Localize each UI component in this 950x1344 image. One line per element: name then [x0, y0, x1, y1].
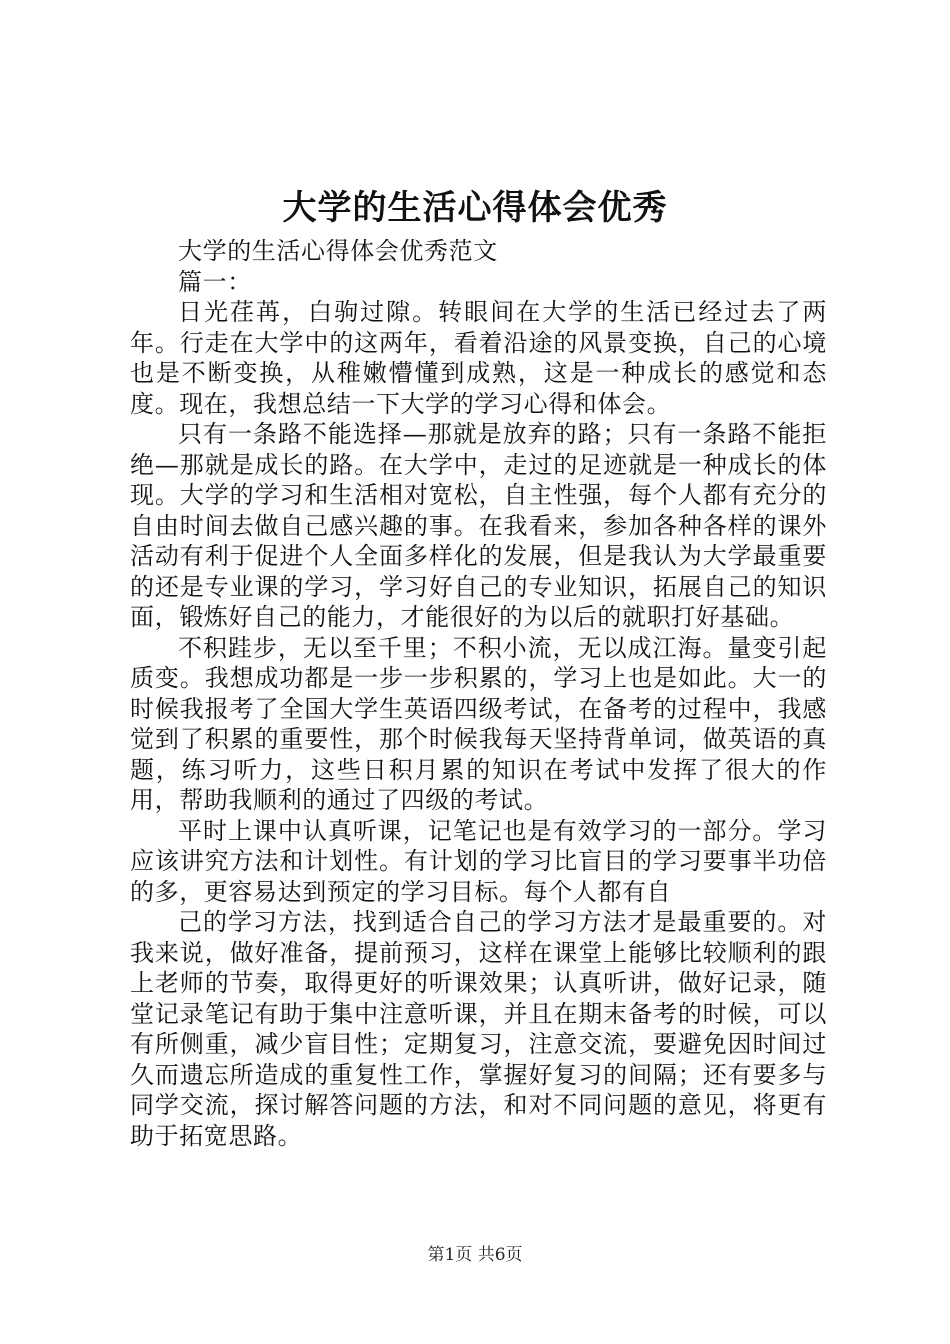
section-label-paragraph: 篇一： [178, 267, 252, 296]
page-footer: 第1页 共6页 [427, 1245, 523, 1265]
body-paragraph: 日光荏苒，白驹过隙。转眼间在大学的生活已经过去了两年。行走在大学中的这两年，看着沿途的风景变换，自己的心境也是不断变换，从稚嫩懵懂到成熟，这是一种成长的感觉和态度。现在，我想总结一下大学的学习心得和体会。 [130, 298, 827, 418]
document-body [130, 236, 827, 1151]
body-paragraph: 平时上课中认真听课，记笔记也是有效学习的一部分。学习应该讲究方法和计划性。有计划的学习比盲目的学习要事半功倍的多，更容易达到预定的学习目标。每个人都有自 [130, 816, 827, 906]
body-paragraph: 只有一条路不能选择—那就是放弃的路；只有一条路不能拒绝—那就是成长的路。在大学中，走过的足迹就是一种成长的体现。大学的学习和生活相对宽松，自主性强，每个人都有充分的自由时间去做自己感兴趣的事。在我看来，参加各种各样的课外活动有利于促进个人全面多样化的发展，但是我认为大学最重要的还是专业课的学习，学习好自己的专业知识，拓展自己的知识面，锻炼好自己的能力，才能很好的为以后的就职打好基础。 [130, 420, 827, 631]
document-title: 大学的生活心得体会优秀 [282, 188, 668, 228]
body-paragraph: 己的学习方法，找到适合自己的学习方法才是最重要的。对我来说，做好准备，提前预习，这样在课堂上能够比较顺利的跟上老师的节奏，取得更好的听课效果；认真听讲，做好记录，随堂记录笔记有助于集中注意听课，并且在期末备考的时候，可以有所侧重，减少盲目性；定期复习，注意交流，要避免因时间过久而遗忘所造成的重复性工作，掌握好复习的间隔；还有要多与同学交流，探讨解答问题的方法，和对不同问题的意见，将更有助于拓宽思路。 [130, 908, 827, 1150]
subtitle-paragraph: 大学的生活心得体会优秀范文 [178, 237, 498, 265]
body-paragraph: 不积跬步，无以至千里；不积小流，无以成江海。量变引起质变。我想成功都是一步一步积累的，学习上也是如此。大一的时候我报考了全国大学生英语四级考试，在备考的过程中，我感觉到了积累的重要性，那个时候我每天坚持背单词，做英语的真题，练习听力，这些日积月累的知识在考试中发挥了很大的作用，帮助我顺利的通过了四级的考试。 [130, 633, 827, 814]
